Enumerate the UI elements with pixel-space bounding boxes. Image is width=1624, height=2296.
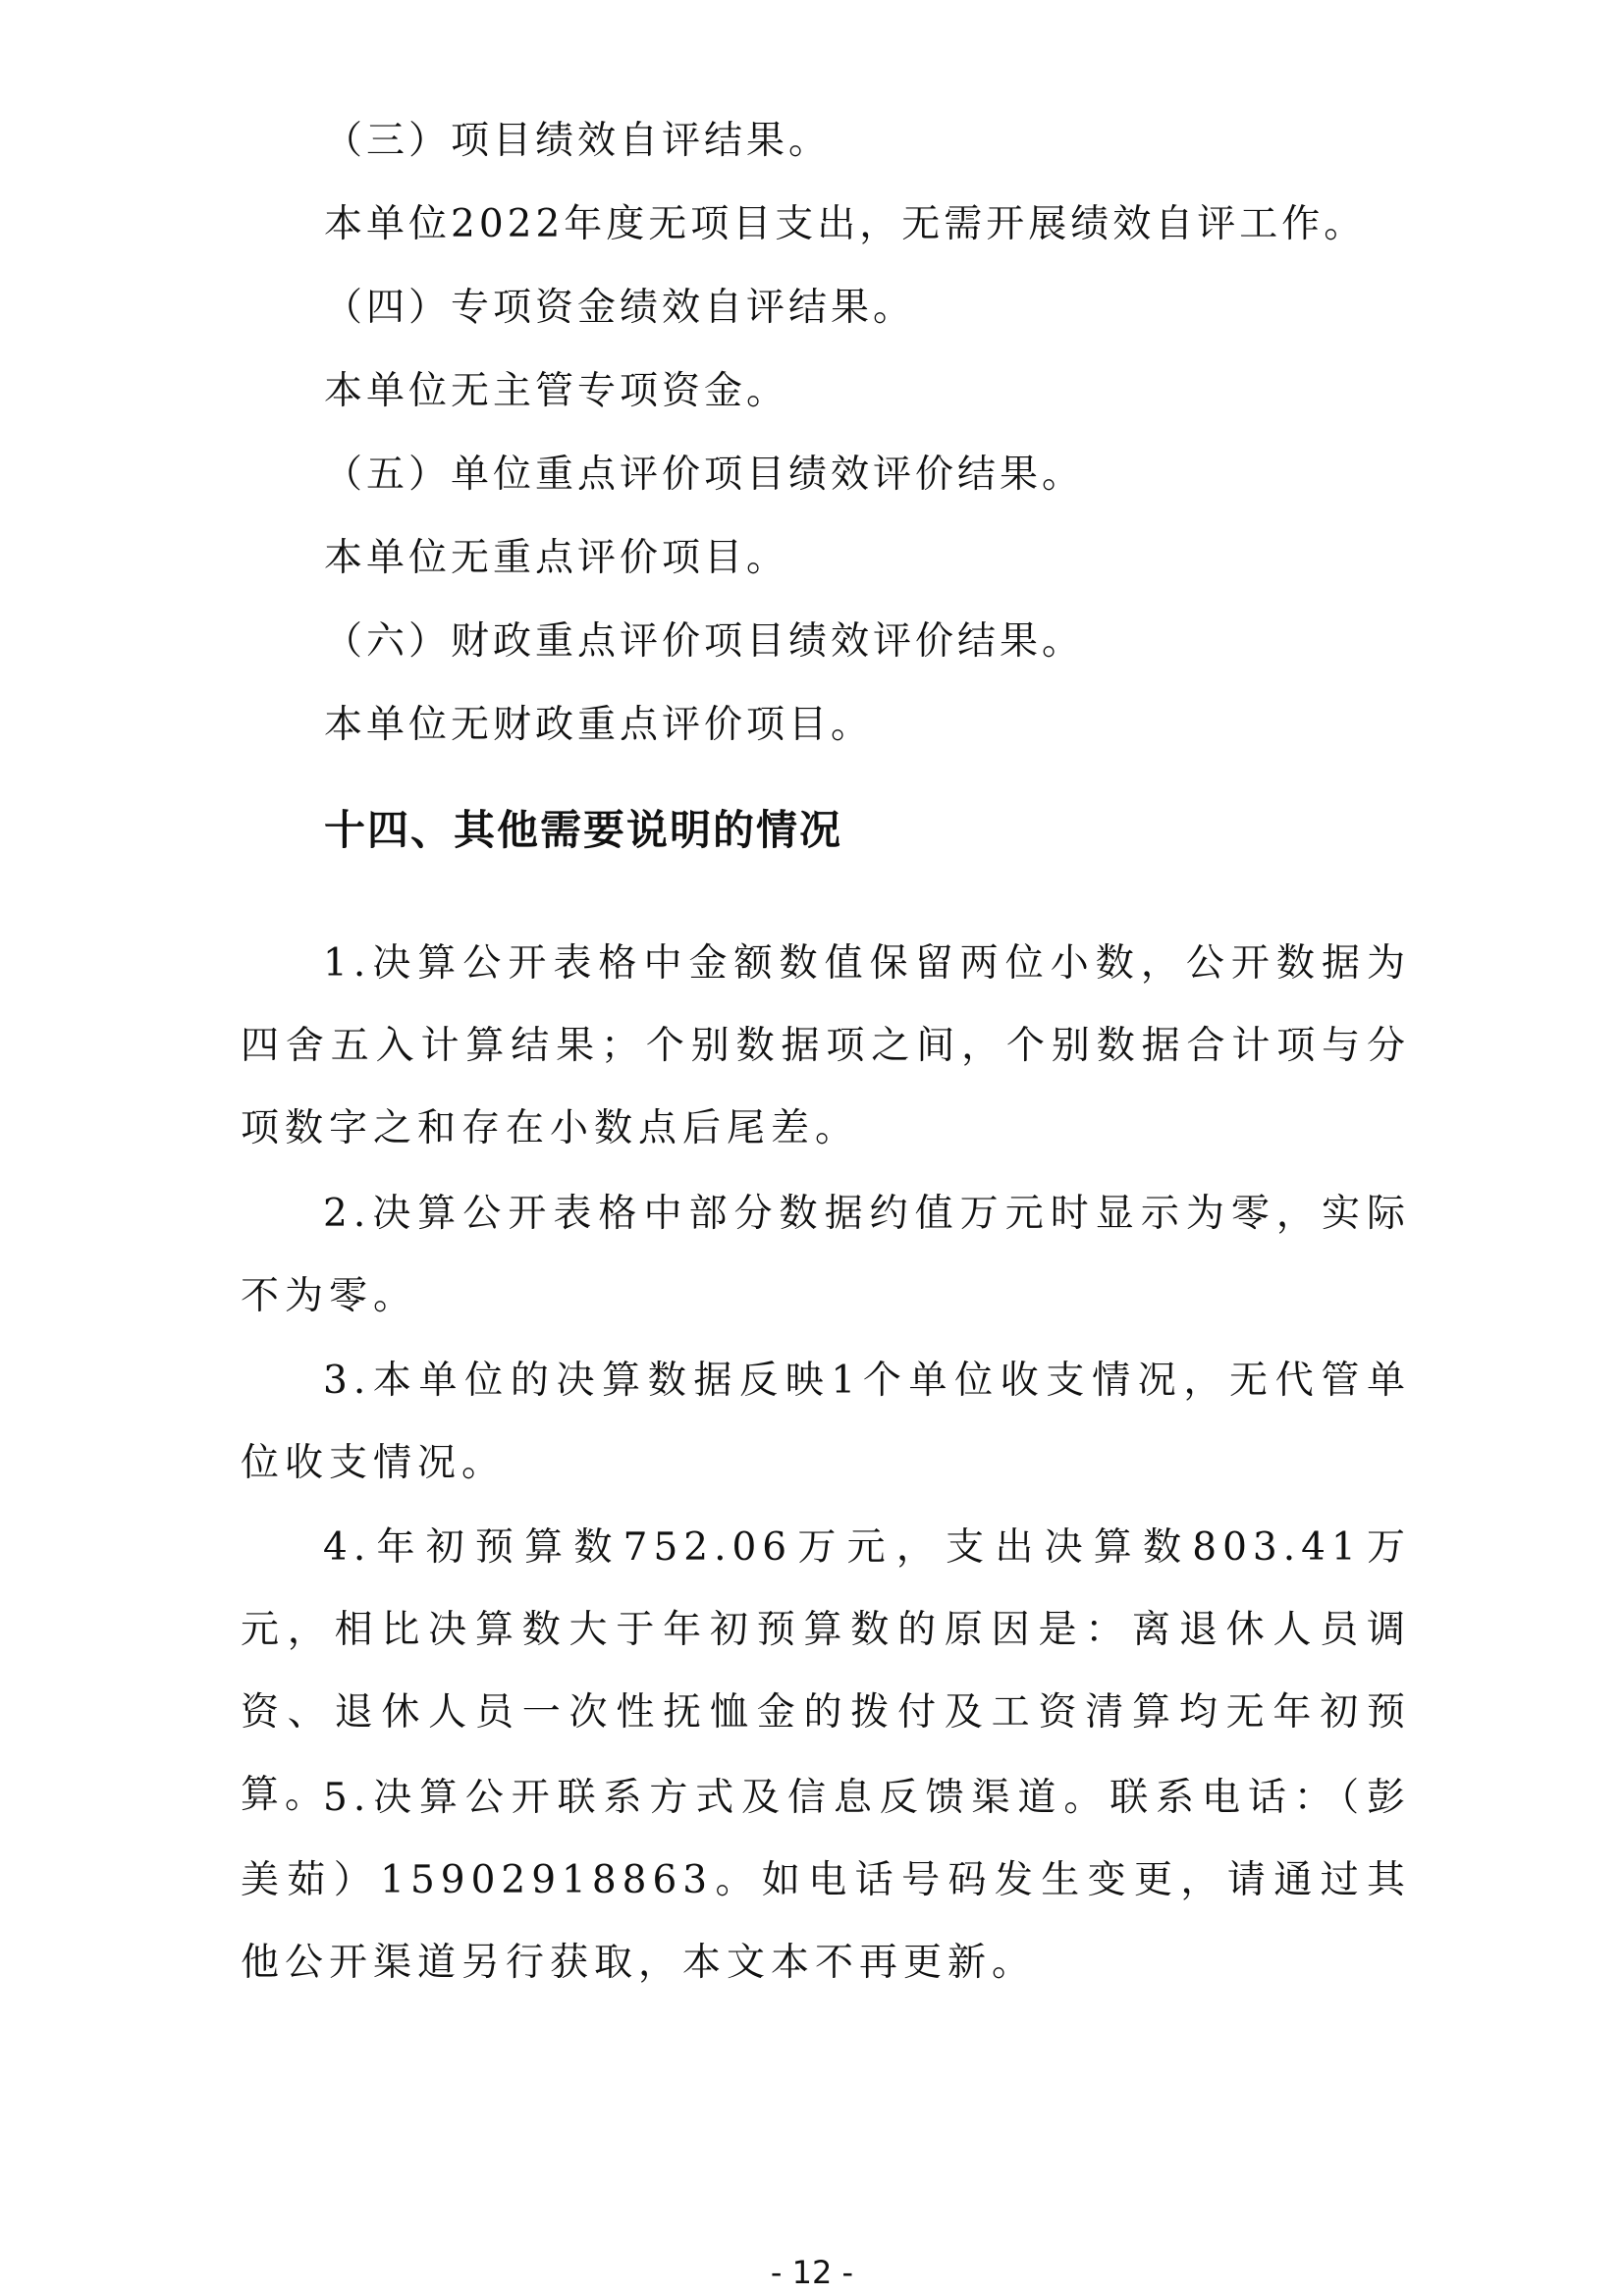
paragraph-1: 1.决算公开表格中金额数值保留两位小数，公开数据为四舍五入计算结果；个别数据项之间，个别数据合计项与分项数字之和存在小数点后尾差。 xyxy=(241,941,1411,1150)
page-number: - 12 - xyxy=(770,2254,854,2291)
subsection-body-6: 本单位无财政重点评价项目。 xyxy=(324,703,874,747)
subsection-heading-6: （六）财政重点评价项目绩效评价结果。 xyxy=(324,619,1085,664)
subsection-heading-4: （四）专项资金绩效自评结果。 xyxy=(324,286,916,330)
paragraph-2: 2.决算公开表格中部分数据约值万元时显示为零，实际不为零。 xyxy=(241,1192,1411,1318)
subsection-body-3: 本单位2022年度无项目支出，无需开展绩效自评工作。 xyxy=(324,202,1367,246)
subsection-body-5: 本单位无重点评价项目。 xyxy=(324,536,789,580)
paragraph-4: 4.年初预算数752.06万元，支出决算数803.41万元，相比决算数大于年初预算数的原因是：离退休人员调资、退休人员一次性抚恤金的拨付及工资清算均无年初预算。 xyxy=(241,1525,1411,1817)
paragraph-3: 3.本单位的决算数据反映1个单位收支情况，无代管单位收支情况。 xyxy=(241,1359,1411,1485)
subsection-heading-5: （五）单位重点评价项目绩效评价结果。 xyxy=(324,453,1085,497)
section-title: 十四、其他需要说明的情况 xyxy=(324,806,843,854)
subsection-heading-3: （三）项目绩效自评结果。 xyxy=(324,119,832,163)
subsection-body-4: 本单位无主管专项资金。 xyxy=(324,369,789,413)
paragraph-5: 5.决算公开联系方式及信息反馈渠道。联系电话：（彭美茹）15902918863。如电话号码发生变更，请通过其他公开渠道另行获取，本文本不再更新。 xyxy=(241,1776,1411,1985)
